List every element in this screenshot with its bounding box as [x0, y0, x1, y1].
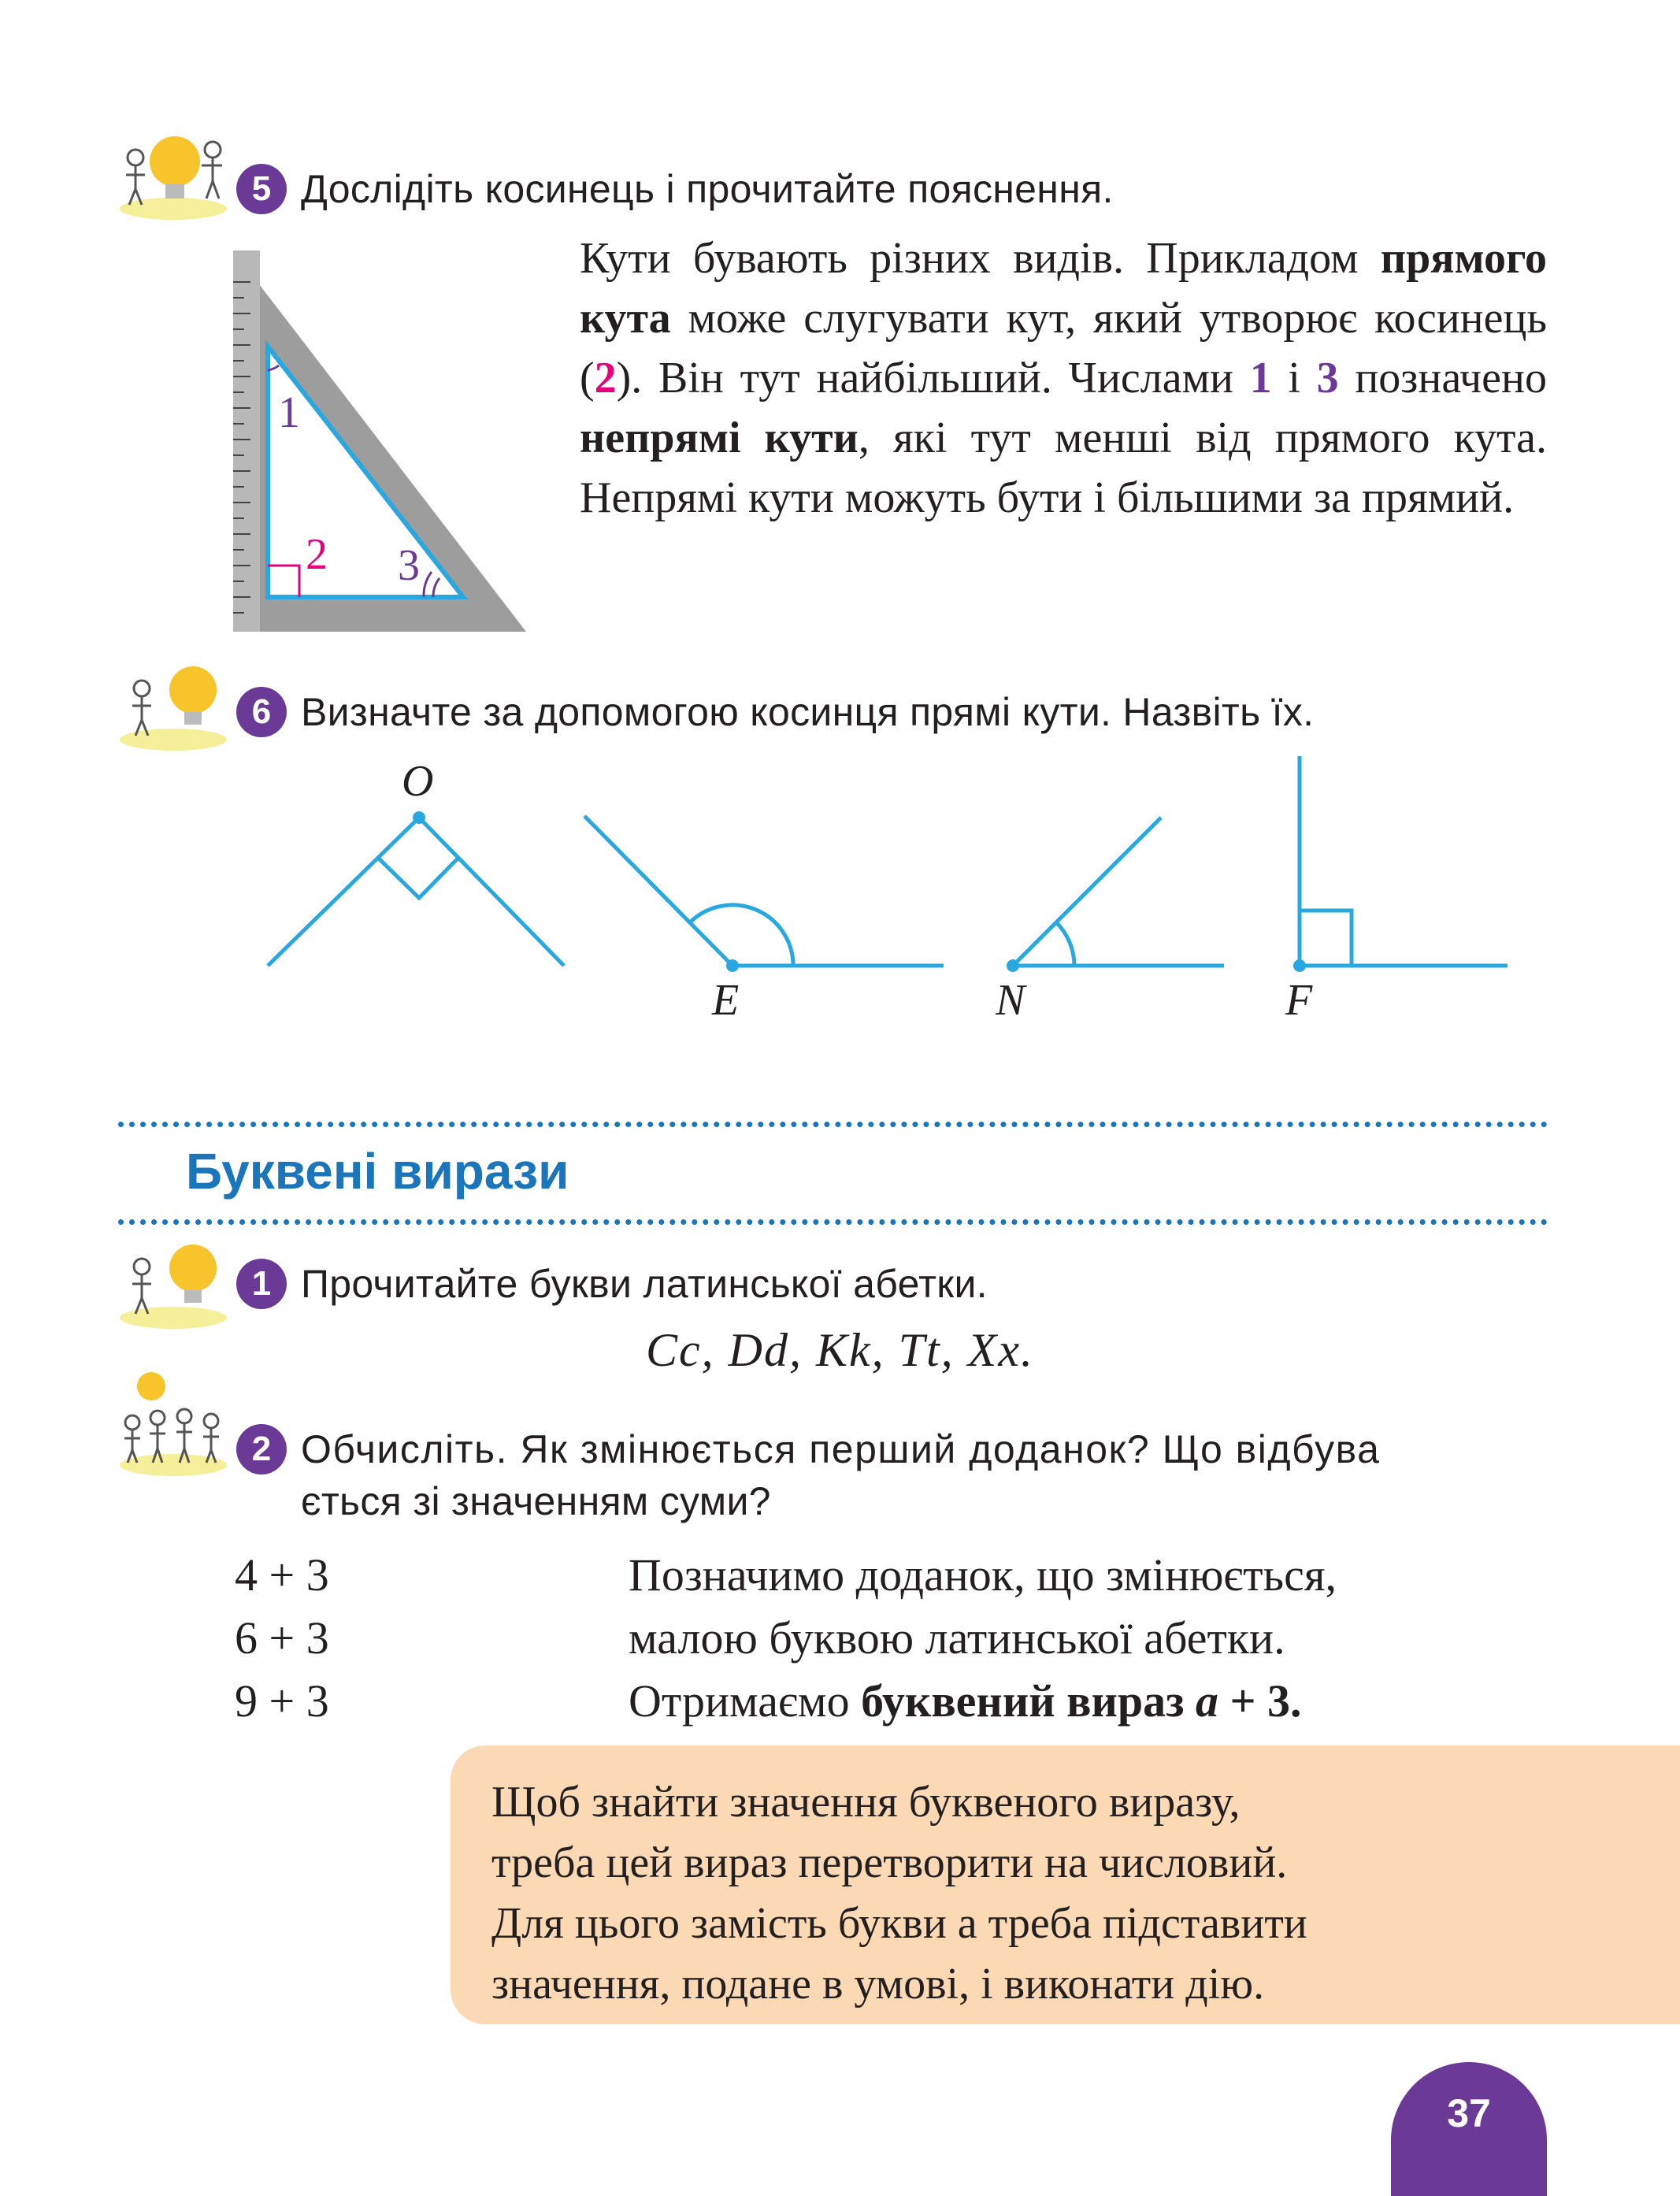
- task-instruction: Визначте за допомогою косинця прямі кути. Назвіть їх.: [301, 690, 1315, 734]
- set-square-illustration: [233, 250, 532, 636]
- rule-line: Щоб знайти значення буквеного виразу,: [491, 1778, 1241, 1827]
- task-instruction-line-1: Обчисліть. Як змінюється перший доданок? Що відбува: [301, 1427, 1381, 1471]
- rule-line: треба цей вираз перетворити на числовий.: [491, 1838, 1288, 1887]
- vertex-label-n: N: [996, 976, 1025, 1025]
- rule-box: [451, 1745, 1680, 2024]
- explanation-line-1: Позначимо доданок, що змінюється,: [629, 1549, 1337, 1601]
- section-divider-top: [118, 1122, 1548, 1127]
- lightbulb-person-icon: [118, 657, 228, 751]
- page-number: 37: [1391, 2062, 1547, 2196]
- explanation-paragraph: Кути бувають різних видів. Прикладом прямого кута може слугувати кут, який утворює косинець (2). Він тут найбільший. Числами 1 і 3 позначено непрямі кути, які тут менші від прямого кута. Непрямі кути можуть бути і більшими за прямий.: [580, 234, 1547, 522]
- lightbulb-group-icon: [118, 1367, 228, 1478]
- task-instruction: Прочитайте букви латинської абетки.: [301, 1262, 988, 1306]
- vertex-label-e: E: [712, 976, 740, 1025]
- angle-label-1: 1: [278, 388, 300, 437]
- section-title: Буквені вирази: [186, 1143, 569, 1200]
- expression-row: 4 + 3: [235, 1549, 329, 1601]
- rule-line: значення, подане в умові, і виконати дію.: [491, 1960, 1265, 2009]
- task-number-badge: 5: [236, 164, 287, 214]
- angle-label-3: 3: [398, 541, 420, 590]
- task-number-badge: 2: [236, 1424, 287, 1475]
- lightbulb-person-icon: [118, 1235, 228, 1330]
- angles-diagram: [260, 748, 1520, 985]
- expression-row: 9 + 3: [235, 1675, 329, 1727]
- vertex-label-f: F: [1285, 976, 1313, 1025]
- task-instruction: Дослідіть косинець і прочитайте пояснення.: [301, 167, 1114, 211]
- explanation-line-3: Отримаємо буквений вираз a + 3.: [629, 1675, 1302, 1727]
- explanation-line-2: малою буквою латинської абетки.: [629, 1612, 1285, 1664]
- rule-line: Для цього замість букви а треба підставити: [491, 1899, 1307, 1948]
- section-divider-bottom: [118, 1219, 1548, 1225]
- latin-letters: Cc, Dd, Kk, Tt, Xx.: [646, 1324, 1034, 1376]
- task-number-badge: 6: [236, 687, 287, 737]
- task-instruction-line-2: ється зі значенням суми?: [301, 1479, 771, 1523]
- rule-text: [491, 1772, 1680, 2015]
- lightbulb-team-icon: [118, 126, 228, 221]
- vertex-label-o: O: [402, 757, 434, 806]
- expression-row: 6 + 3: [235, 1612, 329, 1664]
- angle-label-2: 2: [306, 530, 328, 579]
- task-number-badge: 1: [236, 1259, 287, 1309]
